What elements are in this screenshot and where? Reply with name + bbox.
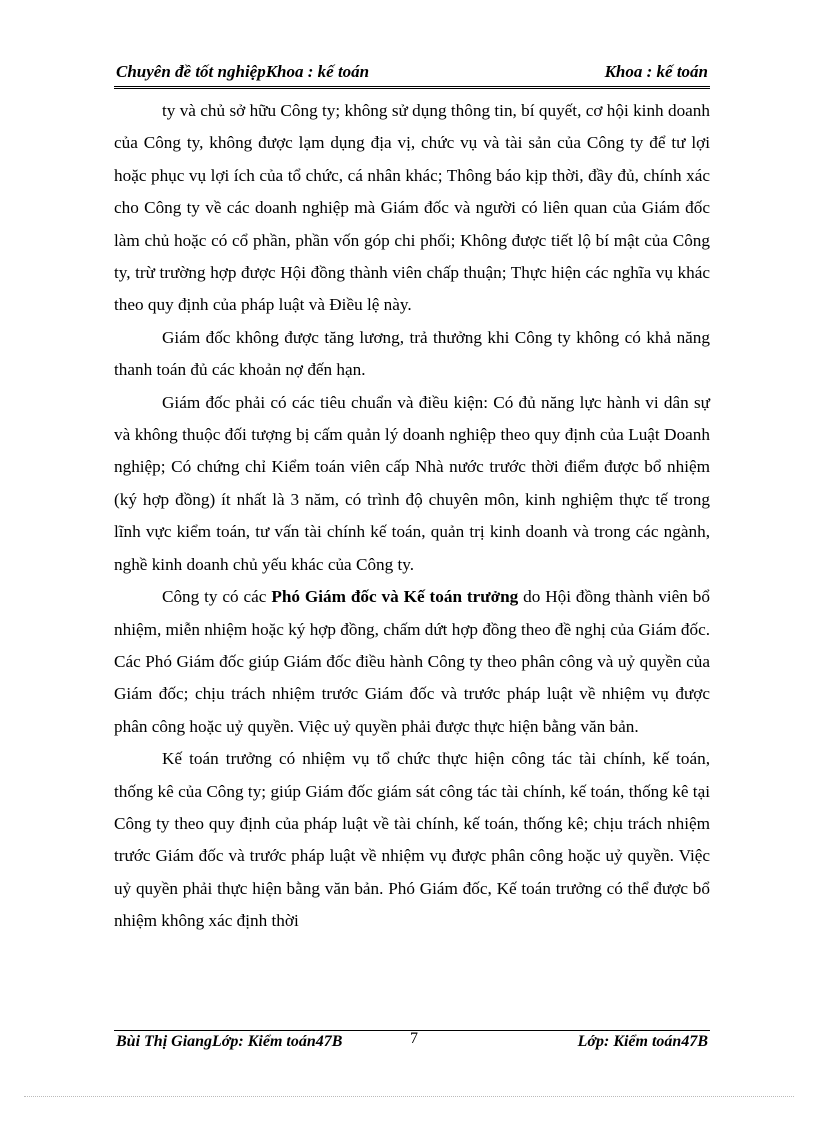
paragraph-3: Giám đốc phải có các tiêu chuẩn và điều kiện: Có đủ năng lực hành vi dân sự và không thuộc đối tượng bị cấm quản lý doanh nghiệp theo quy định của Luật Doanh nghiệp; Có chứng chỉ Kiểm toán viên cấp Nhà nước trước thời điểm được bổ nhiệm (ký hợp đồng) ít nhất là 3 năm, có trình độ chuyên môn, kinh nghiệm thực tế trong lĩnh vực kiểm toán, tư vấn tài chính kế toán, quản trị kinh doanh và trong các ngành, nghề kinh doanh chủ yếu khác của Công ty. bbox=[114, 392, 710, 574]
document-body bbox=[114, 95, 710, 938]
paragraph-4-rest: do Hội đồng thành viên bổ nhiệm, miễn nhiệm hoặc ký hợp đồng, chấm dứt hợp đồng theo đề nghị của Giám đốc. Các Phó Giám đốc giúp Giám đốc điều hành Công ty theo phân công và uỷ quyền của Giám đốc; chịu trách nhiệm trước Giám đốc và trước pháp luật về nhiệm vụ được phân công hoặc uỷ quyền. Việc uỷ quyền phải được thực hiện bằng văn bản. bbox=[114, 587, 710, 736]
footer-author: Bùi Thị GiangLớp: Kiểm toán47B bbox=[116, 1033, 343, 1050]
paragraph-1: ty và chủ sở hữu Công ty; không sử dụng thông tin, bí quyết, cơ hội kinh doanh của Công ty, không được lạm dụng địa vị, chức vụ và tài sản của Công ty để tư lợi hoặc phục vụ lợi ích của tổ chức, cá nhân khác; Thông báo kịp thời, đầy đủ, chính xác cho Công ty về các doanh nghiệp mà Giám đốc và người có liên quan của Giám đốc làm chủ hoặc có cổ phần, phần vốn góp chi phối; Không được tiết lộ bí mật của Công ty, trừ trường hợp được Hội đồng thành viên chấp thuận; Thực hiện các nghĩa vụ khác theo quy định của pháp luật và Điều lệ này. bbox=[114, 101, 710, 315]
paragraph-5: Kế toán trưởng có nhiệm vụ tổ chức thực hiện công tác tài chính, kế toán, thống kê của Công ty; giúp Giám đốc giám sát công tác tài chính, kế toán, thống kê tại Công ty theo quy định của pháp luật về tài chính, kế toán, thống kê; chịu trách nhiệm trước Giám đốc và trước pháp luật về nhiệm vụ được phân công hoặc uỷ quyền. Việc uỷ quyền phải thực hiện bằng văn bản. Phó Giám đốc, Kế toán trưởng có thể được bổ nhiệm không xác định thời bbox=[114, 749, 710, 931]
page-number: 7 bbox=[410, 1030, 418, 1047]
header-department: Khoa : kế toán bbox=[604, 62, 708, 81]
header-title: Chuyên đề tốt nghiệpKhoa : kế toán bbox=[116, 62, 370, 81]
paragraph-2: Giám đốc không được tăng lương, trả thưởng khi Công ty không có khả năng thanh toán đủ các khoản nợ đến hạn. bbox=[114, 327, 710, 380]
header-divider bbox=[114, 86, 710, 89]
paragraph-4-lead: Công ty có các bbox=[162, 587, 272, 607]
page-footer bbox=[114, 1030, 710, 1057]
paragraph-4-bold-term: Phó Giám đốc và Kế toán trưởng bbox=[271, 587, 519, 607]
page-header bbox=[114, 60, 710, 88]
paragraph-4 bbox=[114, 581, 710, 743]
footer-class: Lớp: Kiểm toán47B bbox=[577, 1033, 708, 1050]
page-bottom-dotted-line bbox=[24, 1096, 794, 1097]
